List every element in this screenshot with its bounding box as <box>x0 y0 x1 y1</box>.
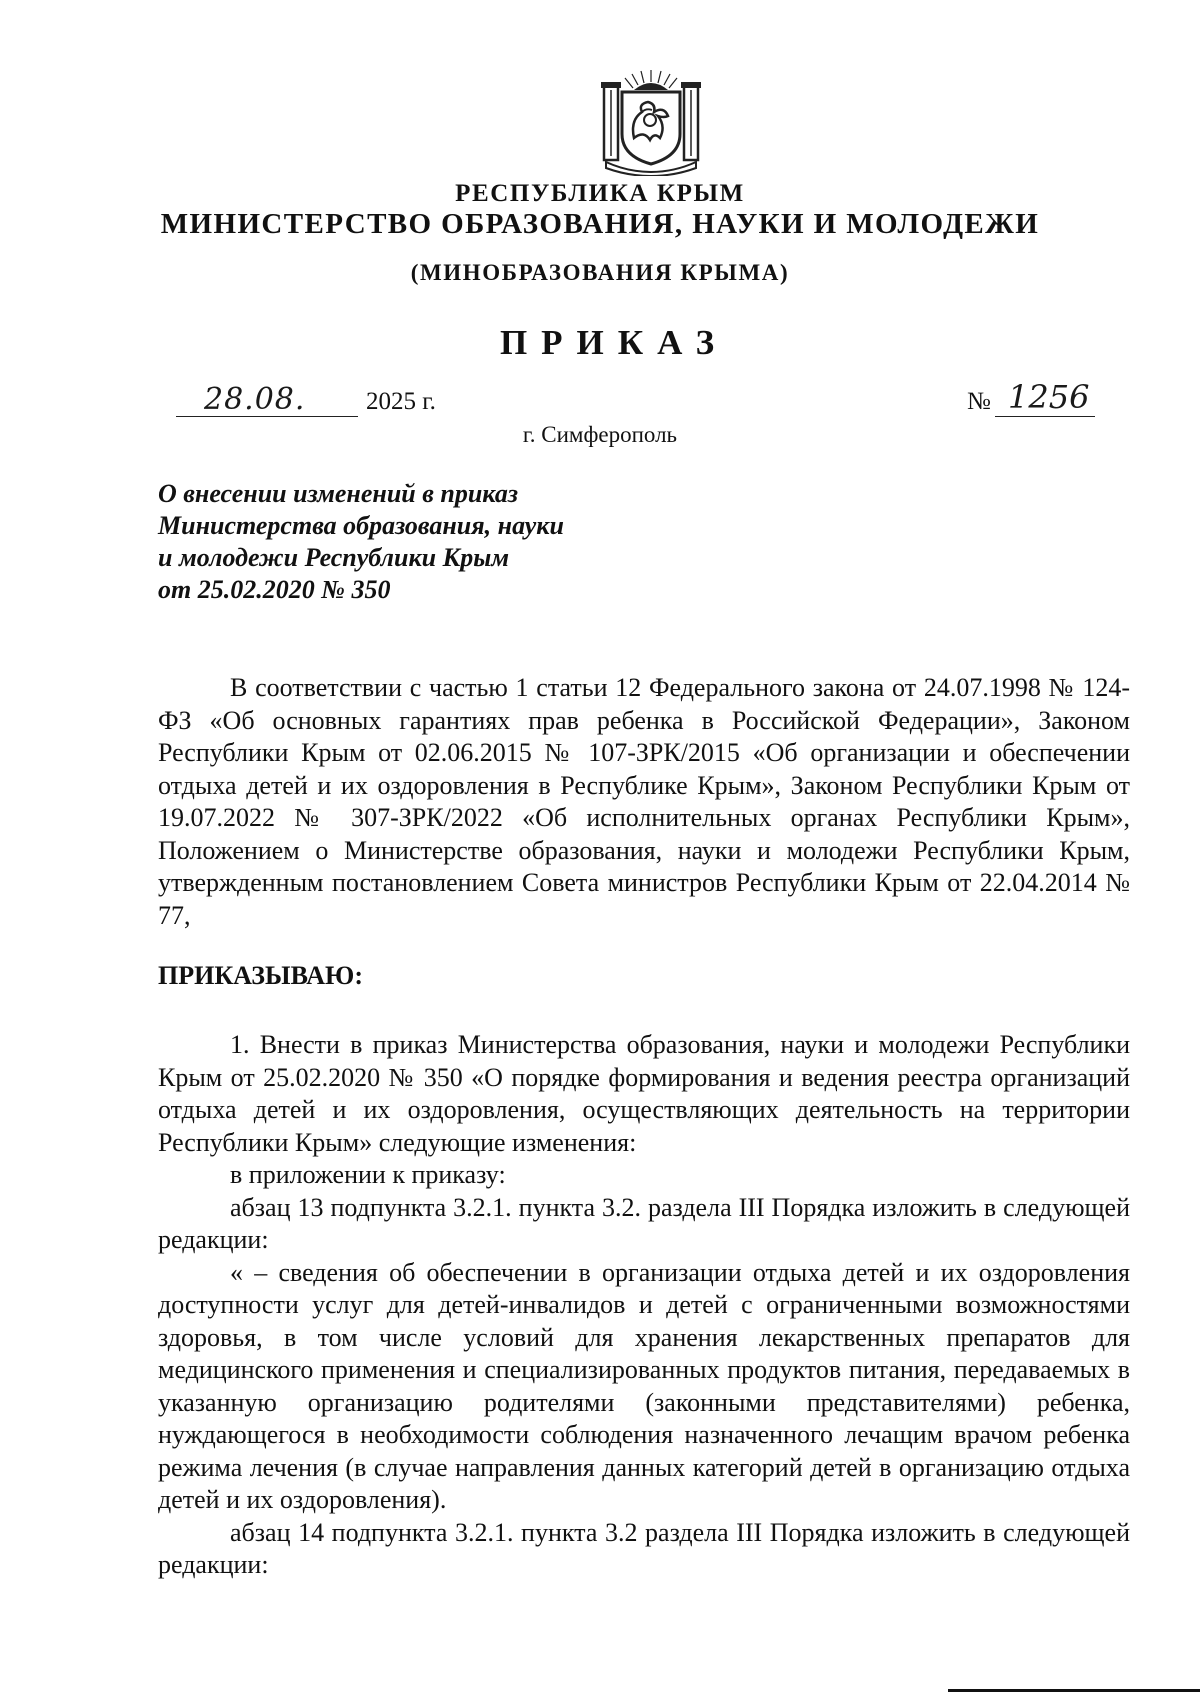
subject-line: от 25.02.2020 № 350 <box>158 575 391 604</box>
ministry-short-name: (МИНОБРАЗОВАНИЯ КРЫМА) <box>410 260 790 285</box>
subject-line: О внесении изменений в приказ <box>158 479 518 508</box>
order-paragraph: абзац 14 подпункта 3.2.1. пункта 3.2 раздела III Порядка изложить в следующей редакции: <box>158 1517 1130 1579</box>
order-paragraph: 1. Внести в приказ Министерства образования, науки и молодежи Республики Крым от 25.02.2020 № 350 «О порядке формирования и ведения реестра организаций отдыха детей и их оздоровления, осуществляющих деятельность на территории Республики Крым» следующие изменения: <box>158 1030 1130 1157</box>
handwritten-number: 1256 <box>1008 378 1090 416</box>
order-items <box>158 1029 1130 1582</box>
handwritten-date: 28.08. <box>204 382 306 417</box>
order-paragraph: в приложении к приказу: <box>230 1160 506 1189</box>
order-paragraph: « – сведения об обеспечении в организации отдыха детей и их оздоровления доступности услуг для детей-инвалидов и детей с ограниченными возможностями здоровья, в том числе условий для хранения лекарственных препаратов для медицинского применения и специализированных продуктов питания, передаваемых в указанную организацию родителями (законными представителями) ребенка, нуждающегося в необходимости соблюдения назначенного лечащим врачом ребенка режима лечения (в случае направления данных категорий детей в организацию отдыха детей и их оздоровления). <box>158 1257 1130 1514</box>
republic-title: РЕСПУБЛИКА КРЫМ <box>455 180 745 207</box>
preamble-paragraph: В соответствии с частью 1 статьи 12 Федерального закона от 24.07.1998 № 124-ФЗ «Об основных гарантиях прав ребенка в Российской Федерации», Законом Республики Крым от 02.06.2015 № 107-ЗРК/2015 «Об организации и обеспечении отдыха детей и их оздоровления в Республике Крым», Законом Республики Крым от 19.07.2022 № 307-ЗРК/2022 «Об исполнительных органах Республики Крым», Положением о Министерстве образования, науки и молодежи Республики Крым, утвержденным постановлением Совета министров Республики Крым от 22.04.2014 № 77, <box>158 673 1130 930</box>
subject-line: и молодежи Республики Крым <box>158 543 510 572</box>
city: г. Симферополь <box>522 422 678 447</box>
date-year: 2025 г. <box>366 388 436 415</box>
order-paragraph: абзац 13 подпункта 3.2.1. пункта 3.2. раздела III Порядка изложить в следующей редакции: <box>158 1192 1130 1254</box>
subject-line: Министерства образования, науки <box>158 511 564 540</box>
preamble <box>158 672 1130 932</box>
number-underline <box>995 416 1095 417</box>
ministry-title: МИНИСТЕРСТВО ОБРАЗОВАНИЯ, НАУКИ И МОЛОДЕЖИ <box>160 208 1040 240</box>
crimea-coat-of-arms-icon <box>598 68 704 176</box>
orders-heading: ПРИКАЗЫВАЮ: <box>158 961 363 990</box>
date-underline <box>176 416 358 417</box>
document-type-title: ПРИКАЗ <box>499 323 729 362</box>
number-sign: № <box>967 388 991 415</box>
page-edge-mark <box>948 1689 1200 1692</box>
order-subject <box>158 478 564 606</box>
